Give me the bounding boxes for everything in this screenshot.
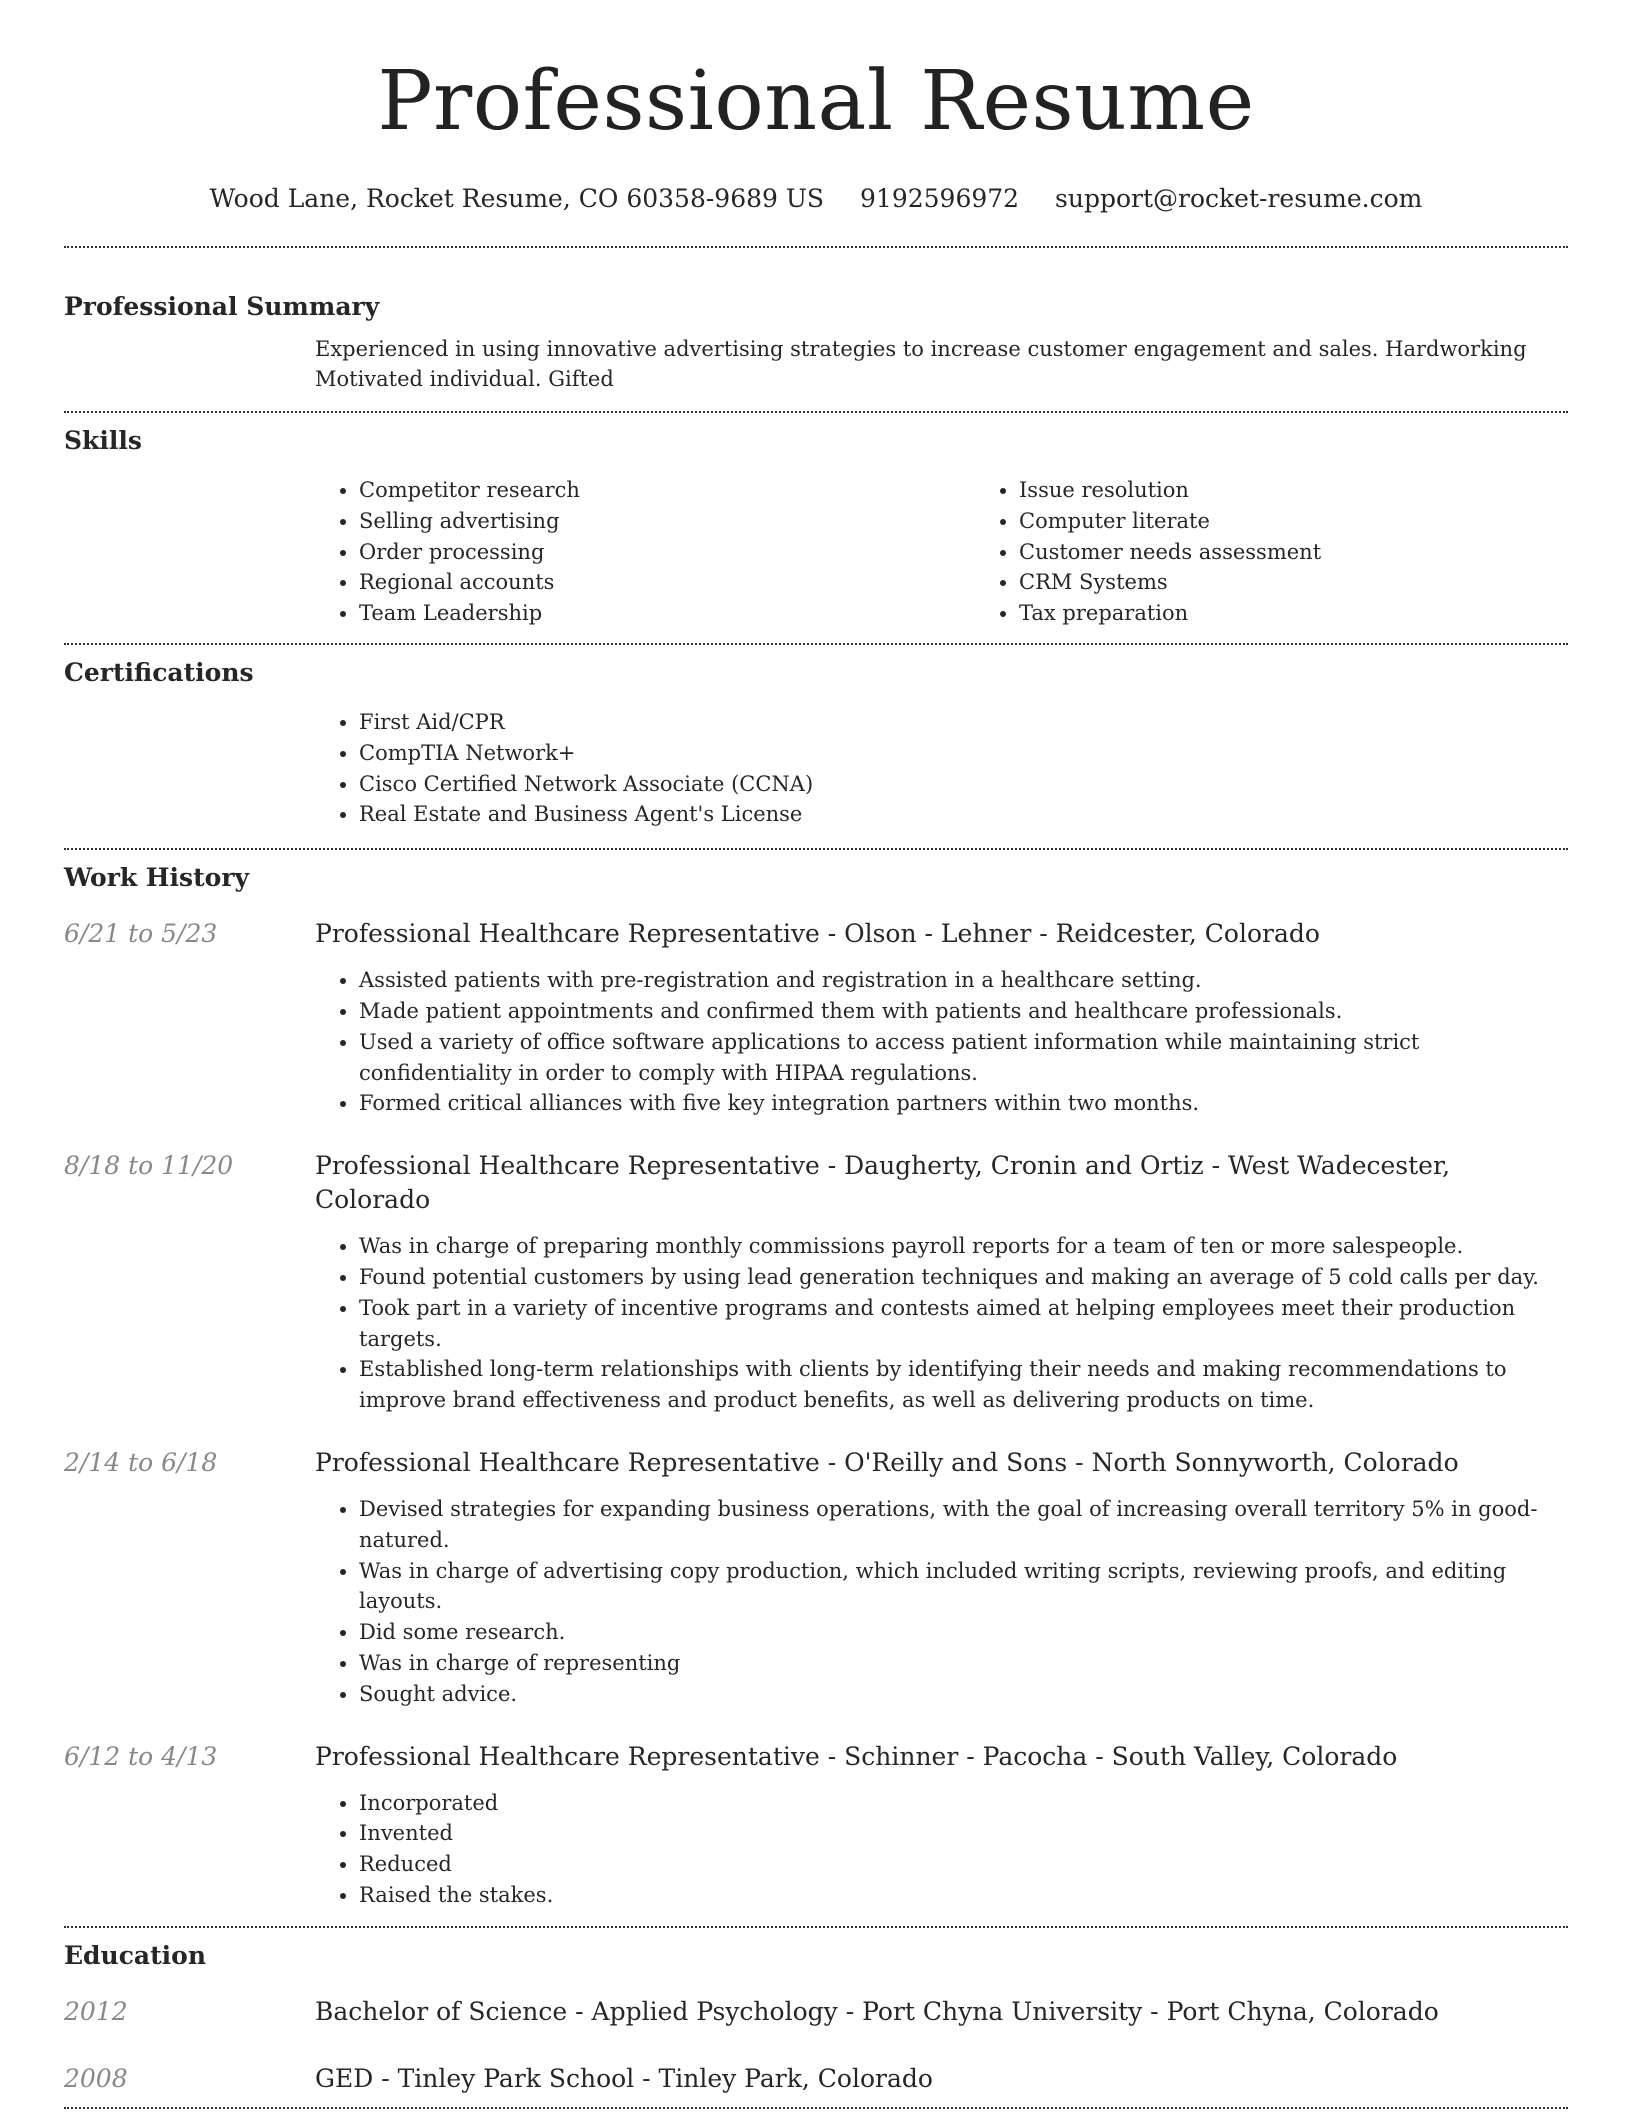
list-item: • Invented [359, 1818, 1568, 1849]
job-bullets [315, 1231, 1568, 1416]
list-item: • Incorporated [359, 1788, 1568, 1819]
contact-email: support@rocket-resume.com [1055, 184, 1423, 213]
job-title: Professional Healthcare Representative - Olson - Lehner - Reidcester, Colorado [315, 919, 1320, 949]
list-item: • Devised strategies for expanding business operations, with the goal of increasing overall territory 5% in good-natured. [359, 1494, 1568, 1556]
job-dates: 6/12 to 4/13 [64, 1741, 218, 1771]
certifications-list [315, 707, 1568, 830]
job-title: Professional Healthcare Representative - O'Reilly and Sons - North Sonnyworth, Colorado [315, 1447, 1459, 1477]
list-item: • First Aid/CPR [359, 707, 1568, 738]
summary-section [0, 248, 1632, 394]
list-item: • Cisco Certified Network Associate (CCNA) [359, 769, 1568, 800]
contact-phone: 9192596972 [860, 184, 1020, 213]
list-item: • Was in charge of preparing monthly commissions payroll reports for a team of ten or more salespeople. [359, 1231, 1568, 1262]
education-entry [64, 1995, 1568, 2029]
list-item: • Was in charge of advertising copy production, which included writing scripts, reviewing proofs, and editing layouts. [359, 1556, 1568, 1618]
education-section [0, 1928, 1632, 2096]
list-item: • Reduced [359, 1849, 1568, 1880]
job-bullets [315, 1788, 1568, 1911]
skills-list-right [975, 475, 1632, 629]
list-item: • Real Estate and Business Agent's License [359, 799, 1568, 830]
list-item: • Computer literate [1019, 506, 1632, 537]
list-item: • Made patient appointments and confirmed them with patients and healthcare professionals. [359, 996, 1568, 1027]
list-item: • Team Leadership [359, 598, 975, 629]
education-year: 2012 [64, 1996, 128, 2026]
education-title: Bachelor of Science - Applied Psychology - Port Chyna University - Port Chyna, Colorado [315, 1996, 1439, 2026]
contact-line [0, 182, 1632, 216]
job-bullets [315, 1494, 1568, 1710]
job-dates: 6/21 to 5/23 [64, 919, 218, 949]
job-dates: 2/14 to 6/18 [64, 1447, 218, 1477]
list-item: • Took part in a variety of incentive programs and contests aimed at helping employees meet their production targets. [359, 1293, 1568, 1355]
summary-text: Experienced in using innovative advertising strategies to increase customer engagement and sales. Hardworking Motivated individual. Gifted [315, 337, 1527, 391]
certifications-title: Certifications [64, 657, 254, 687]
section-divider [64, 2107, 1568, 2109]
resume-name: Professional Resume [377, 54, 1255, 149]
list-item: • Used a variety of office software applications to access patient information while maintaining strict confidentiality in order to comply with HIPAA regulations. [359, 1027, 1568, 1089]
list-item: • Did some research. [359, 1617, 1568, 1648]
list-item: • CRM Systems [1019, 567, 1632, 598]
list-item: • Assisted patients with pre-registration and registration in a healthcare setting. [359, 965, 1568, 996]
education-entry [64, 2062, 1568, 2096]
certifications-section [0, 645, 1632, 830]
job-title: Professional Healthcare Representative - Schinner - Pacocha - South Valley, Colorado [315, 1741, 1398, 1771]
list-item: • Sought advice. [359, 1679, 1568, 1710]
work-section [0, 850, 1632, 1911]
skills-list-left [315, 475, 975, 629]
list-item: • Competitor research [359, 475, 975, 506]
list-item: • Customer needs assessment [1019, 537, 1632, 568]
education-title: GED - Tinley Park School - Tinley Park, Colorado [315, 2063, 933, 2093]
summary-title: Professional Summary [64, 292, 380, 321]
skills-section [0, 413, 1632, 629]
list-item: • Issue resolution [1019, 475, 1632, 506]
job-entry [64, 1446, 1568, 1710]
contact-address: Wood Lane, Rocket Resume, CO 60358-9689 US [209, 184, 825, 213]
education-year: 2008 [64, 2063, 128, 2093]
job-entry [64, 917, 1568, 1119]
list-item: • Tax preparation [1019, 598, 1632, 629]
list-item: • Found potential customers by using lead generation techniques and making an average of 5 cold calls per day. [359, 1262, 1568, 1293]
list-item: • Regional accounts [359, 567, 975, 598]
job-entry [64, 1149, 1568, 1416]
job-bullets [315, 965, 1568, 1119]
work-title: Work History [64, 863, 250, 893]
list-item: • Was in charge of representing [359, 1648, 1568, 1679]
job-title: Professional Healthcare Representative - Daugherty, Cronin and Ortiz - West Wadecester, Colorado [315, 1151, 1451, 1215]
list-item: • Selling advertising [359, 506, 975, 537]
education-title: Education [64, 1940, 207, 1970]
job-dates: 8/18 to 11/20 [64, 1151, 234, 1181]
list-item: • Raised the stakes. [359, 1880, 1568, 1911]
job-list [64, 917, 1568, 1911]
education-list [64, 1995, 1568, 2096]
skills-title: Skills [64, 426, 142, 455]
list-item: • CompTIA Network+ [359, 738, 1568, 769]
job-entry [64, 1740, 1568, 1911]
list-item: • Order processing [359, 537, 975, 568]
list-item: • Established long-term relationships with clients by identifying their needs and making recommendations to improve brand effectiveness and product benefits, as well as delivering products on time. [359, 1354, 1568, 1416]
list-item: • Formed critical alliances with five key integration partners within two months. [359, 1088, 1568, 1119]
